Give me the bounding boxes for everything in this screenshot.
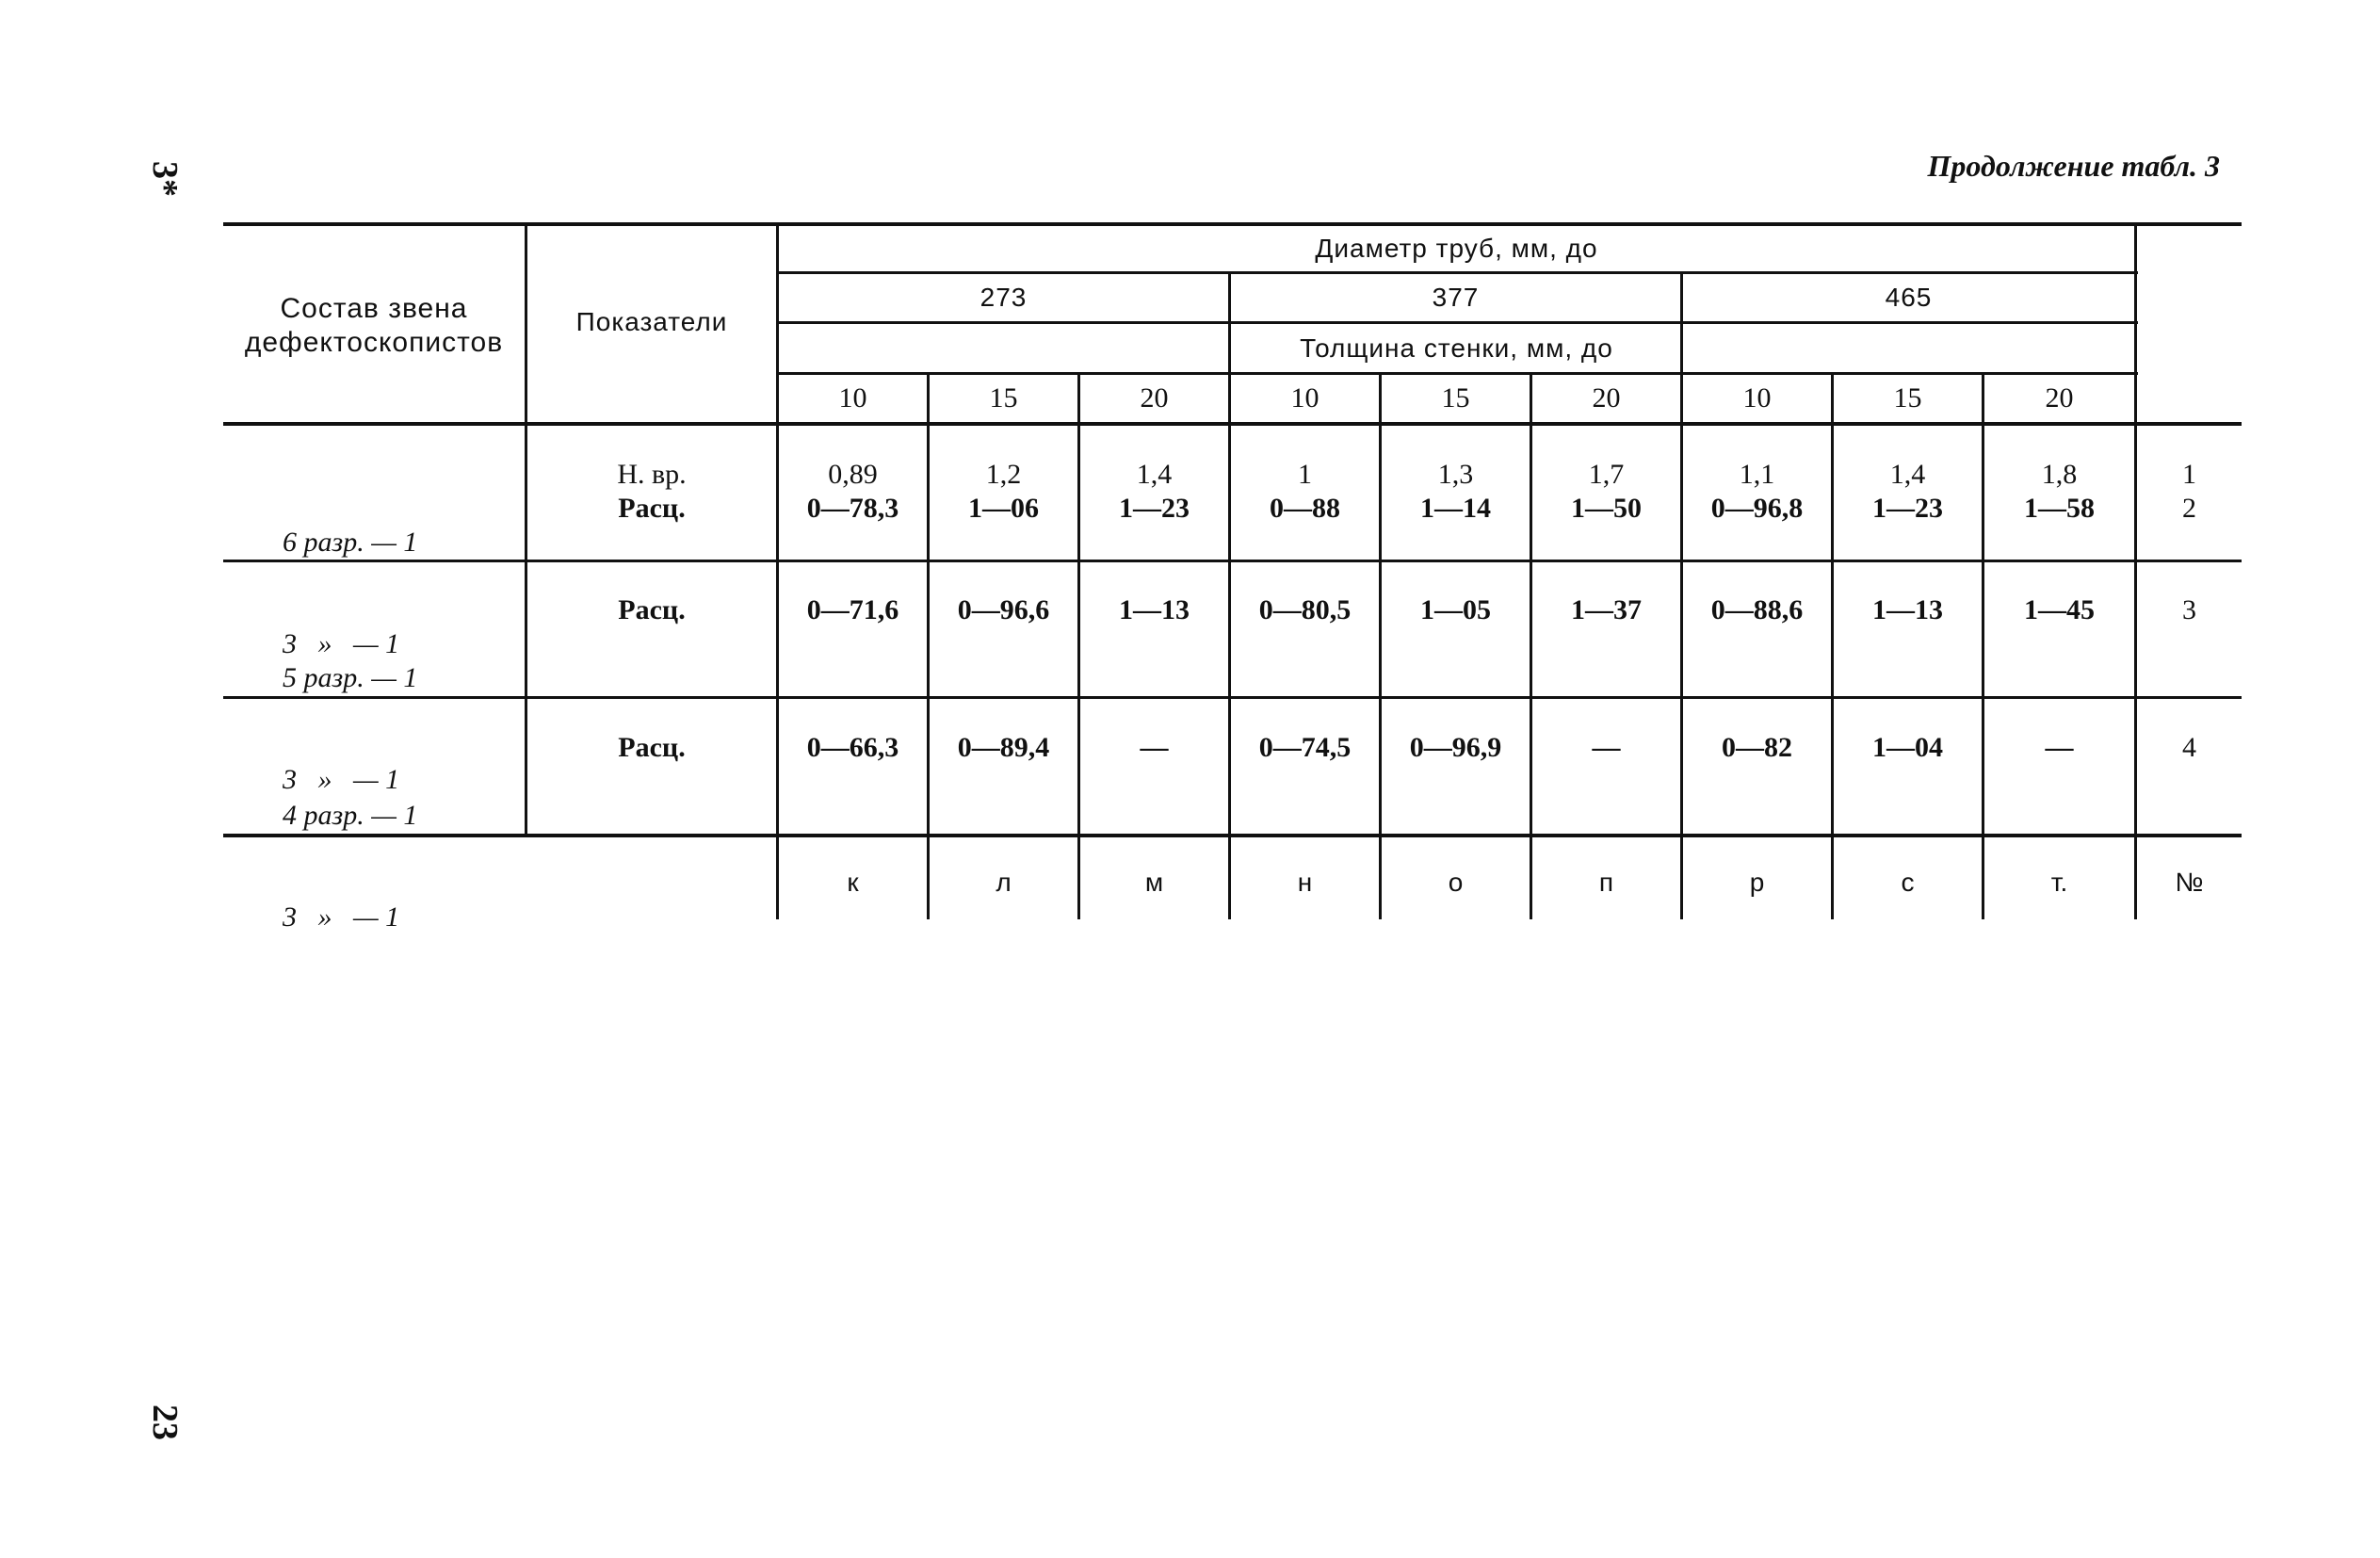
- norm-value: 1,4: [1136, 459, 1173, 490]
- norm-value: 1,7: [1588, 459, 1625, 490]
- row-3-cell-5: 0—96,9: [1409, 732, 1502, 763]
- diameter-273: 273: [980, 283, 1028, 313]
- rate-value: 0—88: [1270, 493, 1340, 524]
- crew-line-1: 5 разр. — 1: [283, 662, 418, 693]
- column-letter-k: к: [847, 868, 859, 898]
- row-2-number: 3: [2182, 594, 2196, 625]
- col-5-rule: [1530, 372, 1532, 919]
- row-2-cell-5: 1—05: [1420, 594, 1491, 625]
- thickness-2: 15: [989, 382, 1018, 414]
- crew-header: [223, 292, 525, 360]
- col-2-rule: [1077, 372, 1080, 919]
- column-letter-p: п: [1598, 868, 1614, 898]
- column-letter-n: н: [1297, 868, 1313, 898]
- row-1-numbers: [2137, 458, 2242, 526]
- table-continuation-caption: Продолжение табл. 3: [1927, 149, 2220, 183]
- row-3-cell-6: —: [1592, 732, 1621, 763]
- wall-thickness-header: Толщина стенки, мм, до: [1300, 333, 1613, 363]
- table-row-3-indicators: Расц.: [618, 732, 686, 763]
- col-8-rule: [1982, 372, 1984, 919]
- row-2-cell-3: 1—13: [1119, 594, 1190, 625]
- indicator-rate: Расц.: [618, 493, 686, 524]
- rate-value: 1—58: [2024, 493, 2095, 524]
- page-signature-mark: 3*: [145, 161, 185, 197]
- column-letter-l: л: [996, 868, 1012, 898]
- column-letter-t: т.: [2050, 868, 2068, 898]
- thickness-6: 20: [1592, 382, 1621, 414]
- norm-value: 1,3: [1437, 459, 1474, 490]
- row-3-cell-2: 0—89,4: [957, 732, 1050, 763]
- column-letter-o: о: [1448, 868, 1464, 898]
- column-letter-s: с: [1901, 868, 1915, 898]
- row-3-number: 4: [2182, 732, 2196, 763]
- rate-value: 1—50: [1571, 493, 1642, 524]
- crew-line-2: 3 » — 1: [283, 628, 400, 659]
- row-2-cell-4: 0—80,5: [1258, 594, 1352, 625]
- row-number: 1: [2182, 459, 2196, 490]
- row-1-cell-9: [1984, 458, 2134, 526]
- row-1-cell-2: [930, 458, 1077, 526]
- thickness-5: 15: [1441, 382, 1470, 414]
- row-1-cell-8: [1834, 458, 1982, 526]
- norm-value: 1,2: [985, 459, 1022, 490]
- row-3-cell-8: 1—04: [1872, 732, 1943, 763]
- norm-value: 1: [1298, 459, 1312, 490]
- row-2-cell-2: 0—96,6: [957, 594, 1050, 625]
- table-row-2-indicators: Расц.: [618, 594, 686, 625]
- rate-value: 1—23: [1872, 493, 1943, 524]
- column-letter-m: м: [1144, 868, 1164, 898]
- row-2-cell-8: 1—13: [1872, 594, 1943, 625]
- col-9-rule: [2134, 222, 2137, 919]
- rate-value: 0—96,8: [1710, 493, 1804, 524]
- row-3-cell-9: —: [2045, 732, 2074, 763]
- row-1-cell-3: [1080, 458, 1228, 526]
- crew-line-1: 4 разр. — 1: [283, 800, 418, 831]
- row-number: 2: [2182, 493, 2196, 524]
- crew-header-line-2: дефектоскопистов: [244, 327, 504, 358]
- indicators-header: Показатели: [575, 307, 728, 337]
- row-1-cell-7: [1683, 458, 1831, 526]
- number-column-label: №: [2175, 868, 2204, 898]
- row-1-cell-1: [779, 458, 927, 526]
- diameter-header: Диаметр труб, мм, до: [1315, 234, 1598, 264]
- page-number: 23: [145, 1404, 185, 1440]
- row-1-cell-4: [1231, 458, 1379, 526]
- row-2-cell-7: 0—88,6: [1710, 594, 1804, 625]
- col-4-rule: [1379, 372, 1382, 919]
- crew-header-line-1: Состав звена: [280, 293, 468, 324]
- row-2-cell-1: 0—71,6: [806, 594, 899, 625]
- row-1-cell-6: [1532, 458, 1680, 526]
- thickness-7: 10: [1742, 382, 1772, 414]
- norm-value: 1,1: [1739, 459, 1775, 490]
- indicator-norm-time: Н. вр.: [617, 459, 687, 490]
- row-3-cell-1: 0—66,3: [806, 732, 899, 763]
- row-2-cell-6: 1—37: [1571, 594, 1642, 625]
- crew-line-2: 3 » — 1: [283, 764, 400, 795]
- norm-value: 1,8: [2041, 459, 2078, 490]
- diameter-465: 465: [1885, 283, 1933, 313]
- rate-value: 1—06: [968, 493, 1039, 524]
- rate-value: 0—78,3: [806, 493, 899, 524]
- row-1-cell-5: [1382, 458, 1530, 526]
- col-7-rule: [1831, 372, 1834, 919]
- thickness-4: 10: [1290, 382, 1320, 414]
- thickness-8: 15: [1893, 382, 1922, 414]
- row-3-cell-4: 0—74,5: [1258, 732, 1352, 763]
- thickness-1: 10: [838, 382, 867, 414]
- column-letter-r: р: [1749, 868, 1765, 898]
- crew-line-1: 6 разр. — 1: [283, 527, 418, 558]
- row-2-cell-9: 1—45: [2024, 594, 2095, 625]
- norm-value: 0,89: [828, 459, 878, 490]
- rate-value: 1—23: [1119, 493, 1190, 524]
- row-3-cell-3: —: [1140, 732, 1169, 763]
- table-row-1-indicators: [527, 458, 776, 526]
- table-row-3-crew: [283, 731, 417, 1002]
- col-1-rule: [927, 372, 930, 919]
- thickness-9: 20: [2045, 382, 2074, 414]
- thickness-3: 20: [1140, 382, 1169, 414]
- diameter-377: 377: [1432, 283, 1480, 313]
- crew-line-2: 3 » — 1: [283, 901, 400, 933]
- row-3-cell-7: 0—82: [1722, 732, 1792, 763]
- rate-value: 1—14: [1420, 493, 1491, 524]
- norm-value: 1,4: [1889, 459, 1926, 490]
